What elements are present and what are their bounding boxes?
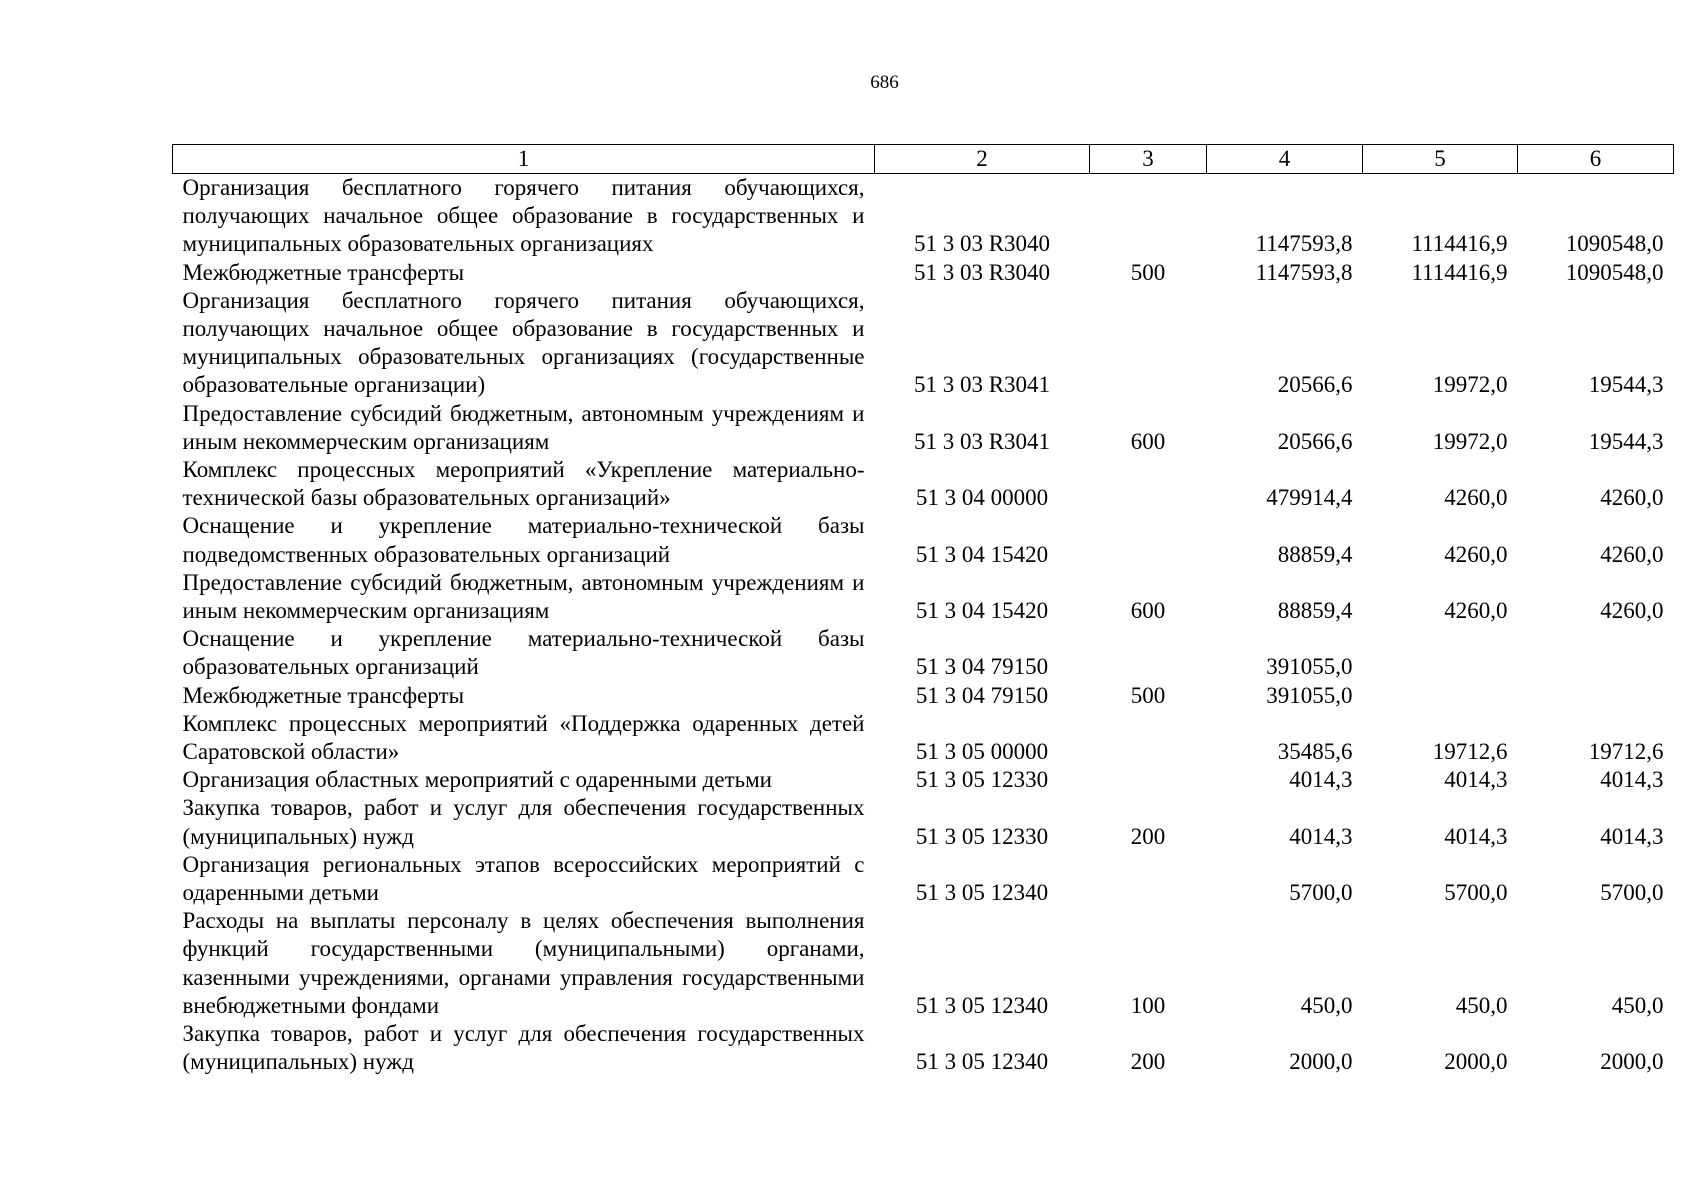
row-expense-type: [1090, 456, 1207, 512]
row-amount-col4: 2000,0: [1289, 1049, 1353, 1075]
row-expense-type: [1090, 710, 1207, 766]
row-expense-type: [1090, 851, 1207, 907]
row-description: Организация бесплатного горячего питания обучающихся, получающих начальное общее образование в государственных и муниципальных образовательных организациях: [182, 175, 865, 257]
row-amount-col5: 1114416,9: [1411, 259, 1508, 285]
row-amount-col6: 5700,0: [1600, 880, 1664, 906]
row-description: Расходы на выплаты персоналу в целях обеспечения выполнения функций государственными (муниципальными) органами, казенными учреждениями, органами управления государственными внебюджетными фондами: [182, 908, 865, 1018]
row-target-code: 51 3 05 12340: [915, 992, 1049, 1018]
table-row: [173, 1020, 1674, 1076]
row-description: Организация региональных этапов всероссийских мероприятий с одаренными детьми: [182, 851, 865, 906]
row-amount-col5: 450,0: [1455, 992, 1508, 1018]
row-amount-col4: 450,0: [1300, 992, 1353, 1018]
column-header-2: 2: [875, 145, 1090, 174]
row-expense-type: [1090, 287, 1207, 400]
row-amount-col5: 4260,0: [1444, 541, 1508, 567]
row-amount-col4: 5700,0: [1289, 880, 1353, 906]
row-target-code: 51 3 05 12340: [915, 880, 1049, 906]
row-expense-type: 200: [1130, 1049, 1166, 1075]
table-row: [173, 766, 1674, 794]
column-header-5: 5: [1363, 145, 1518, 174]
row-target-code: 51 3 05 12330: [915, 823, 1049, 849]
table-row: [173, 174, 1674, 259]
row-target-code: 51 3 04 79150: [915, 654, 1049, 680]
table-row: [173, 907, 1674, 1020]
row-target-code: 51 3 05 00000: [915, 739, 1049, 765]
row-target-code: 51 3 04 15420: [915, 598, 1049, 624]
row-amount-col6: 4260,0: [1600, 598, 1664, 624]
row-target-code: 51 3 03 R3040: [913, 231, 1051, 257]
row-expense-type: 500: [1130, 682, 1166, 708]
row-amount-col4: 1147593,8: [1255, 259, 1353, 285]
row-expense-type: 600: [1130, 428, 1166, 454]
column-header-1: 1: [173, 145, 875, 174]
table-row: [173, 287, 1674, 400]
row-description: Межбюджетные трансферты: [182, 682, 465, 708]
row-expense-type: [1090, 512, 1207, 568]
row-description: Закупка товаров, работ и услуг для обеспечения государственных (муниципальных) нужд: [182, 1021, 865, 1075]
row-amount-col6: 4014,3: [1600, 767, 1664, 793]
table-row: [173, 682, 1674, 710]
row-amount-col5: 4260,0: [1444, 598, 1508, 624]
row-description: Межбюджетные трансферты: [182, 259, 465, 285]
row-amount-col4: 4014,3: [1289, 767, 1353, 793]
row-description: Оснащение и укрепление материально-технической базы образовательных организаций: [182, 626, 865, 680]
row-amount-col5: 19712,6: [1432, 739, 1508, 765]
row-amount-col4: 479914,4: [1266, 485, 1353, 511]
row-description: Организация областных мероприятий с одаренными детьми: [182, 767, 772, 793]
budget-table: [172, 144, 1674, 1077]
row-amount-col5: 4014,3: [1444, 767, 1508, 793]
row-target-code: 51 3 03 R3041: [913, 428, 1051, 454]
row-target-code: 51 3 03 R3041: [913, 372, 1051, 398]
table-row: [173, 456, 1674, 512]
row-amount-col5: 1114416,9: [1411, 231, 1508, 257]
row-amount-col5: 4014,3: [1444, 823, 1508, 849]
table-header-row: [173, 145, 1674, 174]
row-amount-col4: 391055,0: [1266, 682, 1353, 708]
row-amount-col5: 4260,0: [1444, 485, 1508, 511]
page-number: 686: [870, 72, 899, 93]
row-amount-col4: 88859,4: [1277, 598, 1353, 624]
row-amount-col4: 391055,0: [1266, 654, 1353, 680]
row-amount-col6: 4014,3: [1600, 823, 1664, 849]
row-expense-type: 500: [1130, 259, 1166, 285]
row-amount-col6: 1090548,0: [1565, 259, 1664, 285]
table-row: [173, 625, 1674, 681]
row-amount-col6: 2000,0: [1600, 1049, 1664, 1075]
row-expense-type: [1090, 174, 1207, 259]
row-target-code: 51 3 03 R3040: [913, 259, 1051, 285]
table-body: [173, 174, 1674, 1077]
row-expense-type: 200: [1130, 823, 1166, 849]
row-amount-col6: 19544,3: [1588, 428, 1664, 454]
table-row: [173, 851, 1674, 907]
table-row: [173, 569, 1674, 625]
row-description: Организация бесплатного горячего питания обучающихся, получающих начальное общее образование в государственных и муниципальных образовательных организациях (государственные образовательные организации): [182, 287, 865, 398]
row-target-code: 51 3 04 79150: [915, 682, 1049, 708]
row-amount-col6: [1518, 625, 1674, 681]
row-amount-col5: [1363, 682, 1518, 710]
row-description: Оснащение и укрепление материально-технической базы подведомственных образовательных организаций: [182, 513, 865, 567]
table-row: [173, 400, 1674, 456]
row-amount-col4: 20566,6: [1277, 428, 1353, 454]
row-amount-col6: 450,0: [1611, 992, 1664, 1018]
row-amount-col6: 19712,6: [1588, 739, 1664, 765]
row-amount-col4: 88859,4: [1277, 541, 1353, 567]
table-row: [173, 259, 1674, 287]
column-header-3: 3: [1090, 145, 1207, 174]
table-row: [173, 710, 1674, 766]
row-amount-col6: 1090548,0: [1565, 231, 1664, 257]
row-amount-col4: 1147593,8: [1255, 231, 1353, 257]
row-target-code: 51 3 05 12340: [915, 1049, 1049, 1075]
row-amount-col5: 5700,0: [1444, 880, 1508, 906]
row-amount-col6: 4260,0: [1600, 541, 1664, 567]
row-target-code: 51 3 04 00000: [915, 485, 1049, 511]
row-expense-type: 600: [1130, 598, 1166, 624]
row-target-code: 51 3 05 12330: [915, 767, 1049, 793]
row-amount-col6: [1518, 682, 1674, 710]
row-amount-col4: 35485,6: [1277, 739, 1353, 765]
row-amount-col5: 2000,0: [1444, 1049, 1508, 1075]
row-amount-col5: [1363, 625, 1518, 681]
row-description: Предоставление субсидий бюджетным, автономным учреждениям и иным некоммерческим организациям: [182, 569, 865, 624]
row-description: Комплекс процессных мероприятий «Укрепление материально-технической базы образовательных организаций»: [182, 457, 865, 511]
row-description: Комплекс процессных мероприятий «Поддержка одаренных детей Саратовской области»: [182, 710, 865, 765]
row-expense-type: 100: [1130, 992, 1166, 1018]
column-header-6: 6: [1518, 145, 1674, 174]
row-description: Закупка товаров, работ и услуг для обеспечения государственных (муниципальных) нужд: [182, 795, 865, 849]
row-expense-type: [1090, 766, 1207, 794]
row-amount-col5: 19972,0: [1432, 372, 1508, 398]
table-row: [173, 512, 1674, 568]
row-amount-col6: 4260,0: [1600, 485, 1664, 511]
row-amount-col4: 20566,6: [1277, 372, 1353, 398]
row-target-code: 51 3 04 15420: [915, 541, 1049, 567]
row-expense-type: [1090, 625, 1207, 681]
column-header-4: 4: [1207, 145, 1363, 174]
row-amount-col5: 19972,0: [1432, 428, 1508, 454]
row-amount-col4: 4014,3: [1289, 823, 1353, 849]
row-description: Предоставление субсидий бюджетным, автономным учреждениям и иным некоммерческим организациям: [182, 400, 865, 454]
table-row: [173, 794, 1674, 850]
row-amount-col6: 19544,3: [1588, 372, 1664, 398]
